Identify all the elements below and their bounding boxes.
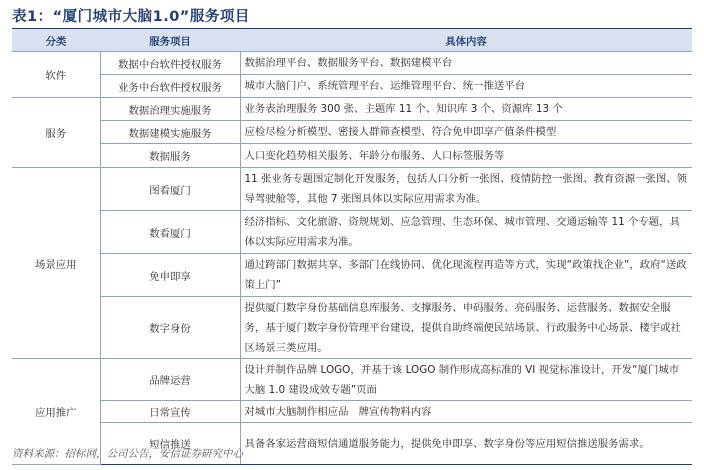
header-content: 具体内容 [240, 29, 692, 52]
table-row [12, 254, 692, 297]
content-cell: 经济指标、文化旅游、资规规划、应急管理、生态环保、城市管理、交通运输等 11 个专题，具体以实际应用需求为准。 [240, 211, 692, 254]
source-note: 资料来源：招标网，公司公告，安信证券研究中心 [12, 448, 243, 460]
item-cell: 图看厦门 [100, 168, 240, 211]
table-row [12, 75, 692, 98]
table-row [12, 144, 692, 168]
category-cell: 应用推广 [12, 359, 100, 465]
item-cell: 日常宣传 [100, 401, 240, 423]
table-row [12, 168, 692, 211]
content-cell: 具备各家运营商短信通道服务能力，提供免申即享、数字身份等应用短信推送服务需求。 [240, 423, 692, 465]
content-cell: 设计并制作品牌 LOGO，并基于该 LOGO 制作形成高标准的 VI 视觉标准设计，开发“厦门城市大脑 1.0 建设成效专题”页面 [240, 359, 692, 401]
service-table [12, 28, 692, 465]
table-row [12, 52, 692, 75]
category-cell: 软件 [12, 52, 100, 98]
item-cell: 数据治理实施服务 [100, 98, 240, 121]
header-category: 分类 [12, 29, 100, 52]
table-row [12, 401, 692, 423]
content-cell: 人口变化趋势相关服务、年龄分布服务、人口标签服务等 [240, 144, 692, 168]
table-row [12, 297, 692, 359]
item-cell: 业务中台软件授权服务 [100, 75, 240, 98]
content-cell: 业务表治理服务 300 张、主题库 11 个、知识库 3 个、资源库 13 个 [240, 98, 692, 121]
content-cell: 对城市大脑制作相应品 牌宣传物料内容 [240, 401, 692, 423]
item-cell: 数据服务 [100, 144, 240, 168]
content-cell: 应检尽检分析模型、密接人群筛查模型、符合免申即享产值条件模型 [240, 121, 692, 144]
content-cell: 11 张业务专题图定制化开发服务，包括人口分析一张图、疫情防控一张图、教育资源一张图、领导驾驶舱等，其他 7 张图具体以实际应用需求为准。 [240, 168, 692, 211]
item-cell: 数看厦门 [100, 211, 240, 254]
content-cell: 数据治理平台、数据服务平台、数据建模平台 [240, 52, 692, 75]
item-cell: 品牌运营 [100, 359, 240, 401]
table-row [12, 98, 692, 121]
item-cell: 数字身份 [100, 297, 240, 359]
content-cell: 通过跨部门数据共享、多部门在线协同、优化现流程再造等方式，实现“政策找企业”，政府“送政策上门” [240, 254, 692, 297]
item-cell: 数据中台软件授权服务 [100, 52, 240, 75]
header-row [12, 29, 692, 52]
table-row [12, 121, 692, 144]
item-cell: 数据建模实施服务 [100, 121, 240, 144]
category-cell: 场景应用 [12, 168, 100, 359]
content-cell: 城市大脑门户、系统管理平台、运维管理平台、统一推送平台 [240, 75, 692, 98]
item-cell: 短信推送 [100, 423, 240, 465]
category-cell: 服务 [12, 98, 100, 168]
item-cell: 免申即享 [100, 254, 240, 297]
content-cell: 提供厦门数字身份基础信息库服务、支撑服务、申码服务、亮码服务、运营服务、数据安全服务，基于厦门数字身份管理平台建设，提供自助终端便民站场景、行政服务中心场景、楼宇或社区场景三类应用。 [240, 297, 692, 359]
table-title: 表1：“厦门城市大脑1.0”服务项目 [12, 9, 250, 25]
table-row [12, 359, 692, 401]
table-row [12, 211, 692, 254]
header-item: 服务项目 [100, 29, 240, 52]
